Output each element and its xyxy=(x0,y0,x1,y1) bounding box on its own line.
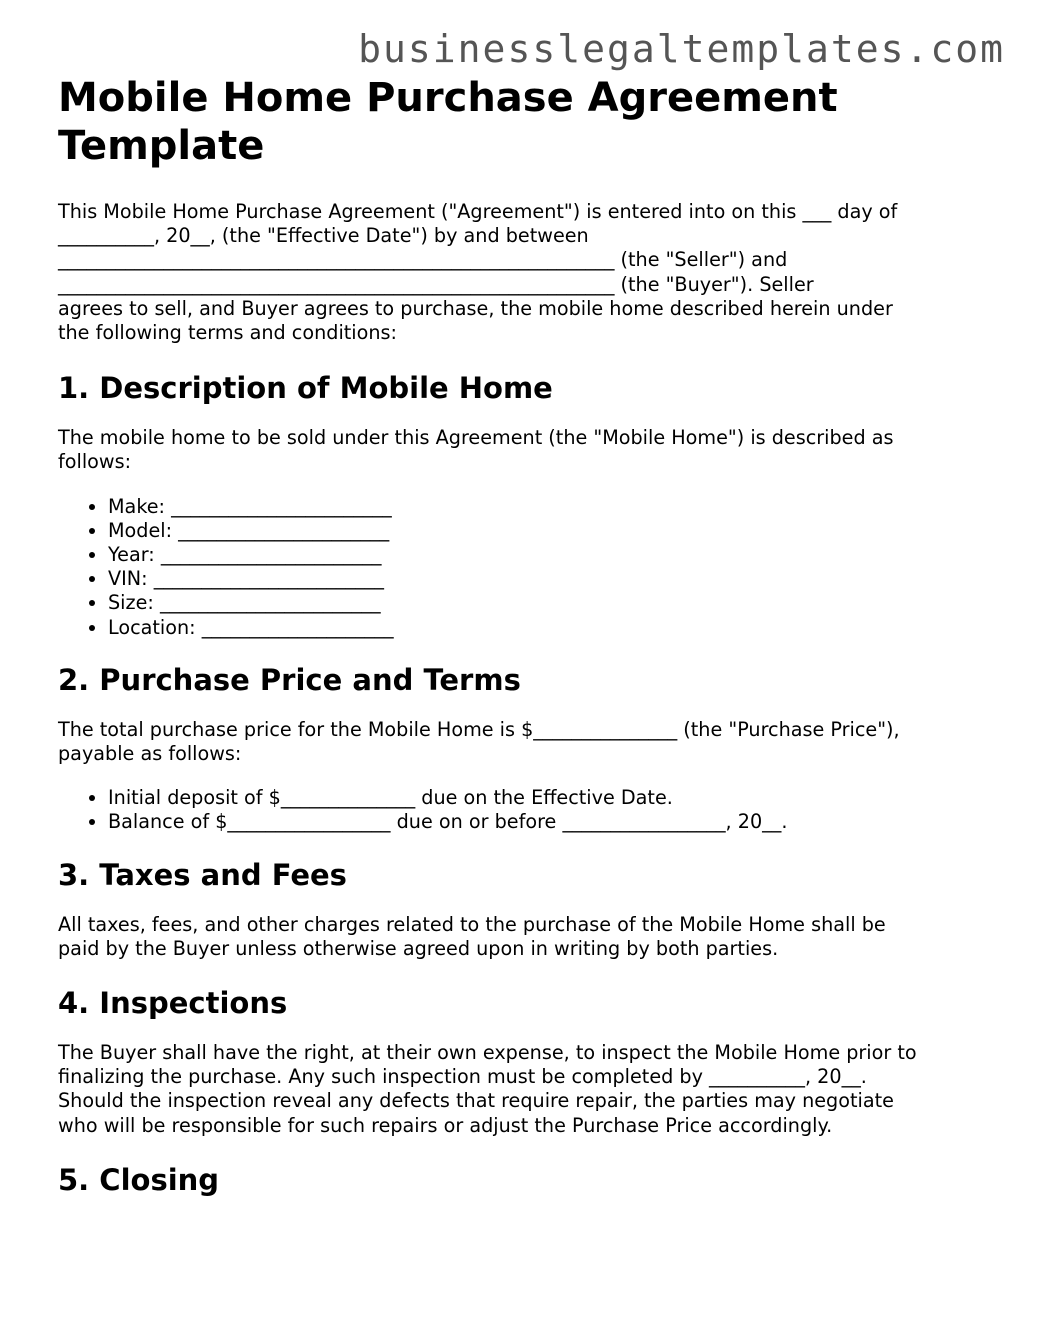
intro-line: __________________________________________________________ (the "Buyer"). Seller xyxy=(58,272,814,296)
paragraph-line: follows: xyxy=(58,450,132,474)
section-heading-purchase-price: 2. Purchase Price and Terms xyxy=(58,662,521,697)
list-item: • Initial deposit of $______________ due on the Effective Date. xyxy=(108,786,988,810)
section-paragraph xyxy=(58,1041,988,1138)
intro-line: __________, 20__, (the "Effective Date") by and between xyxy=(58,224,589,248)
list-item: • Year: _______________________ xyxy=(108,543,988,567)
section-heading-taxes-fees: 3. Taxes and Fees xyxy=(58,857,347,892)
paragraph-line: The Buyer shall have the right, at their own expense, to inspect the Mobile Home prior to xyxy=(58,1041,917,1065)
site-watermark: businesslegaltemplates.com xyxy=(358,27,1005,71)
intro-line: the following terms and conditions: xyxy=(58,321,397,345)
paragraph-line: Should the inspection reveal any defects that require repair, the parties may negotiate xyxy=(58,1089,894,1113)
intro-line: agrees to sell, and Buyer agrees to purchase, the mobile home described herein under xyxy=(58,296,893,320)
intro-paragraph xyxy=(58,200,988,345)
paragraph-line: All taxes, fees, and other charges related to the purchase of the Mobile Home shall be xyxy=(58,912,886,936)
section-heading-closing: 5. Closing xyxy=(58,1162,220,1197)
document-title: Mobile Home Purchase Agreement Template xyxy=(58,75,838,169)
intro-line: This Mobile Home Purchase Agreement ("Agreement") is entered into on this ___ day of xyxy=(58,200,898,223)
document-page xyxy=(58,74,988,1198)
list-item: • Make: _______________________ xyxy=(108,495,988,519)
list-item: • Model: ______________________ xyxy=(108,519,988,543)
payment-terms-list xyxy=(58,786,988,834)
paragraph-line: who will be responsible for such repairs or adjust the Purchase Price accordingly. xyxy=(58,1113,833,1137)
mobile-home-details-list xyxy=(58,495,988,640)
section-paragraph xyxy=(58,913,988,961)
list-item: • Size: _______________________ xyxy=(108,591,988,615)
paragraph-line: The mobile home to be sold under this Agreement (the "Mobile Home") is described as xyxy=(58,426,894,450)
paragraph-line: The total purchase price for the Mobile Home is $_______________ (the "Purchase Price"), xyxy=(58,717,900,741)
section-heading-description: 1. Description of Mobile Home xyxy=(58,371,553,406)
section-paragraph xyxy=(58,718,988,766)
paragraph-line: paid by the Buyer unless otherwise agreed upon in writing by both parties. xyxy=(58,936,779,960)
paragraph-line: finalizing the purchase. Any such inspection must be completed by __________, 20__. xyxy=(58,1065,867,1089)
list-item: • VIN: ________________________ xyxy=(108,567,988,591)
section-paragraph xyxy=(58,426,988,474)
intro-line: __________________________________________________________ (the "Seller") and xyxy=(58,248,788,272)
list-item: • Location: ____________________ xyxy=(108,616,988,640)
list-item: • Balance of $_________________ due on or before _________________, 20__. xyxy=(108,810,988,834)
section-heading-inspections: 4. Inspections xyxy=(58,986,288,1021)
paragraph-line: payable as follows: xyxy=(58,742,242,766)
